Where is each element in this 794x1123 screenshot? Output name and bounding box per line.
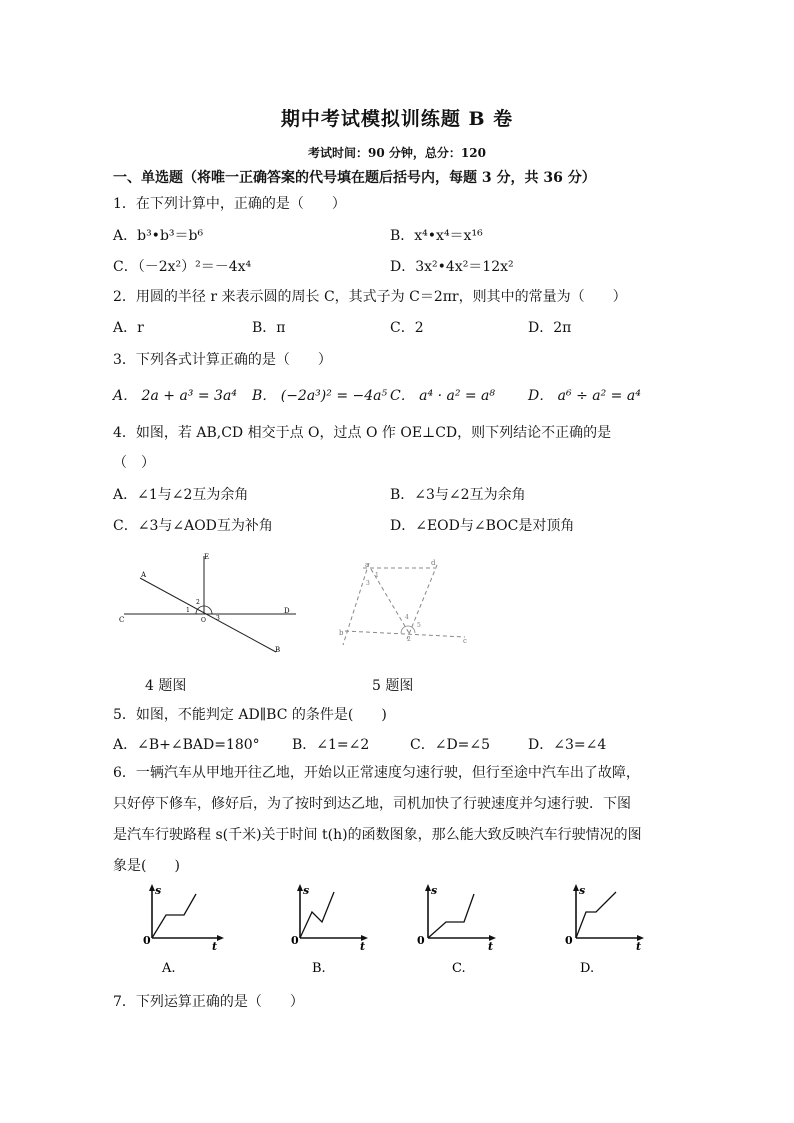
question-5-option-b: B．∠1=∠2 [292, 737, 370, 753]
graph-b-label: B. [312, 961, 326, 974]
label-d: D [284, 607, 290, 615]
graph-d-label: D. [580, 961, 595, 974]
line-right [407, 565, 437, 639]
question-2-stem: 2．用圆的半径 r 来表示圆的周长 C，其式子为 C＝2πr，则其中的常量为（ ） [113, 289, 627, 305]
question-5-option-a: A．∠B+∠BAD=180° [113, 737, 260, 753]
question-3-option-b: B． (−2a³)² = −4a⁵ [252, 388, 388, 404]
graph-c-origin: 0 [417, 934, 425, 947]
graph-b-s-label: s [303, 884, 310, 897]
question-2-option-a: A．r [113, 320, 144, 336]
question-1-stem: 1．在下列计算中，正确的是（ ） [113, 196, 346, 212]
question-5-stem: 5．如图，不能判定 AD∥BC 的条件是( ) [113, 707, 387, 723]
label-o: O [201, 617, 206, 624]
graph-a [140, 882, 230, 974]
figure-4-caption: 4 题图 [145, 678, 187, 694]
graph-d-s-label: s [579, 884, 586, 897]
question-4-option-a: A．∠1与∠2互为余角 [113, 487, 249, 503]
question-1-option-a: A．b³•b³＝b⁶ [113, 228, 204, 244]
figure-4-diagram [112, 550, 302, 660]
question-5-option-d: D．∠3=∠4 [528, 737, 607, 753]
question-6-line-2: 只好停下修车，修好后，为了按时到达乙地，司机加快了行驶速度并匀速行驶．下图 [113, 796, 631, 812]
question-5-option-c: C．∠D=∠5 [410, 737, 491, 753]
label-a: A [141, 571, 147, 579]
line-ab [140, 578, 276, 652]
line-left [343, 563, 369, 645]
label-d-5: d [431, 559, 436, 567]
label-c-5: c [463, 637, 467, 645]
question-4-stem: 4．如图，若 AB,CD 相交于点 O，过点 O 作 OE⊥CD，则下列结论不正确的是 [113, 425, 612, 441]
label-e: E [204, 553, 210, 561]
graph-a-t-label: t [212, 940, 218, 953]
question-1-option-b: B．x⁴•x⁴＝x¹⁶ [390, 228, 483, 244]
question-4-answer-bracket: （ ） [113, 455, 155, 471]
label-b: B [275, 646, 281, 654]
graph-b [288, 882, 378, 974]
question-7-stem: 7．下列运算正确的是（ ） [113, 994, 304, 1010]
graph-d-t-label: t [636, 940, 642, 953]
label-a-5: a [365, 561, 370, 569]
question-3-option-c: C． a⁴ · a² = a⁸ [390, 388, 496, 404]
graph-c-t-label: t [488, 940, 494, 953]
question-3-stem: 3．下列各式计算正确的是（ ） [113, 352, 332, 368]
question-2-option-d: D．2π [528, 320, 572, 336]
label-angle-3: 3 [216, 615, 220, 622]
graph-a-origin: 0 [143, 934, 151, 947]
graph-c-curve [428, 894, 474, 938]
question-3-option-a: A． 2a + a³ = 3a⁴ [113, 388, 237, 404]
graph-d-origin: 0 [565, 934, 573, 947]
exam-info: 考试时间：90 分钟，总分：120 [308, 146, 486, 160]
graph-c-s-label: s [431, 884, 438, 897]
line-bottom [345, 631, 465, 637]
graph-a-curve [152, 894, 196, 938]
label-angle-1-5: 1 [375, 572, 379, 579]
label-angle-4-5: 4 [405, 614, 409, 621]
graph-c [412, 882, 508, 974]
graph-a-label: A. [162, 961, 176, 974]
question-1-option-d: D．3x²•4x²＝12x² [390, 259, 514, 275]
label-angle-1: 1 [186, 607, 190, 614]
label-b-5: b [339, 629, 344, 637]
question-1-option-c: C．（－2x²）²＝－4x⁴ [113, 259, 252, 275]
page-title: 期中考试模拟训练题 B 卷 [280, 108, 514, 130]
question-4-option-d: D．∠EOD与∠BOC是对顶角 [390, 518, 575, 534]
graph-b-origin: 0 [291, 934, 299, 947]
graph-d-curve [576, 892, 616, 938]
graph-a-s-label: s [155, 884, 162, 897]
graph-b-t-label: t [360, 940, 366, 953]
question-6-line-1: 6．一辆汽车从甲地开往乙地，开始以正常速度匀速行驶，但行至途中汽车出了故障， [113, 765, 640, 781]
graph-b-curve [300, 892, 334, 938]
question-6-line-3: 是汽车行驶路程 s(千米)关于时间 t(h)的函数图象，那么能大致反映汽车行驶情况的图 [113, 827, 642, 843]
graph-c-label: C. [452, 961, 466, 974]
label-angle-2: 2 [196, 599, 200, 606]
question-4-option-c: C．∠3与∠AOD互为补角 [113, 518, 273, 534]
figure-5-caption: 5 题图 [372, 678, 414, 694]
graph-d [560, 882, 656, 974]
figure-5-diagram [335, 555, 475, 650]
label-angle-3-5: 3 [366, 580, 370, 587]
label-c: C [119, 616, 125, 624]
question-3-option-d: D． a⁶ ÷ a² = a⁴ [528, 388, 641, 404]
question-4-option-b: B．∠3与∠2互为余角 [390, 487, 526, 503]
question-2-option-b: B．π [252, 320, 286, 336]
question-6-line-4: 象是( ) [113, 858, 180, 874]
label-angle-2-5: 2 [407, 636, 411, 643]
section-heading: 一、单选题（将唯一正确答案的代号填在题后括号内，每题 3 分，共 36 分） [113, 170, 596, 186]
label-angle-5-5: 5 [417, 622, 421, 629]
question-2-option-c: C．2 [390, 320, 424, 336]
